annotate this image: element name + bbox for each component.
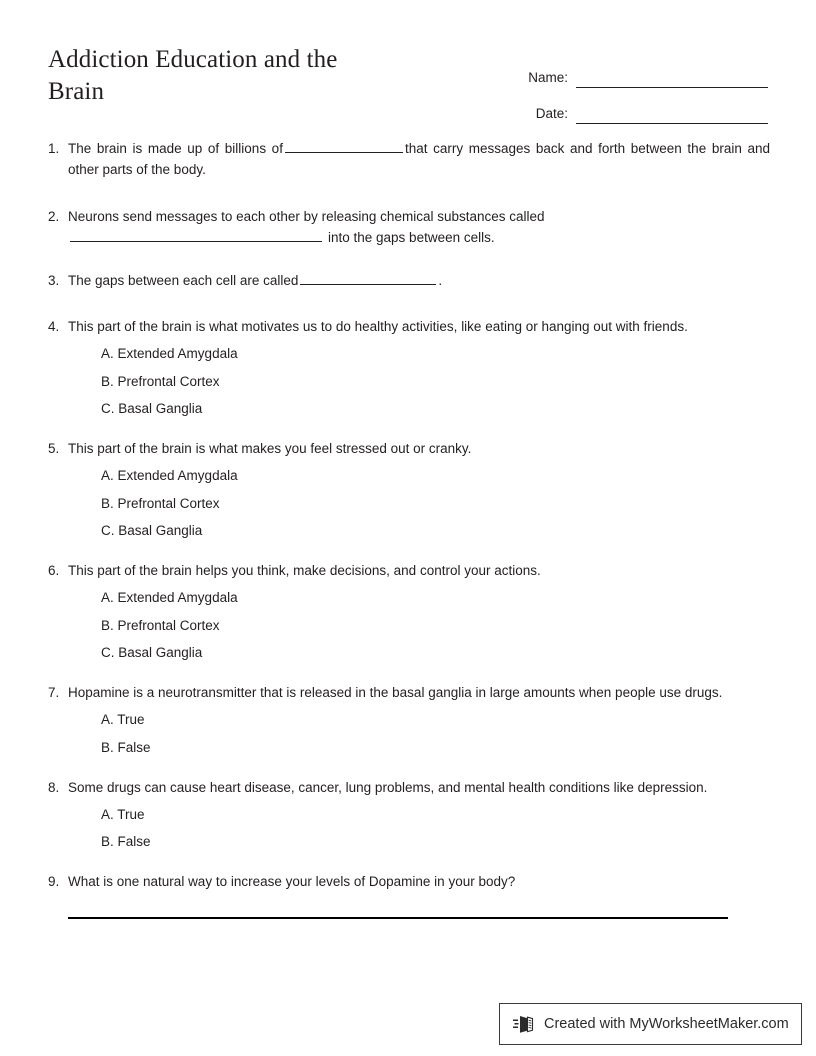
- answer-option[interactable]: B. False: [101, 739, 151, 755]
- question-item-6: [48, 560, 770, 663]
- worksheet-maker-badge[interactable]: [499, 1003, 802, 1045]
- question-number: 3.: [48, 273, 60, 288]
- question-text-before: Neurons send messages to each other by releasing chemical substances called: [68, 209, 545, 224]
- date-label: Date:: [535, 106, 568, 121]
- student-meta-fields: [476, 52, 768, 124]
- question-item-7: [48, 682, 770, 758]
- question-text: This part of the brain is what motivates us to do healthy activities, like eating or hanging out with friends.: [68, 319, 688, 334]
- answer-option[interactable]: C. Basal Ganglia: [101, 401, 203, 416]
- question-text: This part of the brain is what makes you feel stressed out or cranky.: [68, 441, 472, 456]
- answer-option[interactable]: B. Prefrontal Cortex: [101, 617, 220, 633]
- question-number: 5.: [48, 441, 60, 456]
- name-field-row: [476, 52, 768, 88]
- answer-option[interactable]: B. False: [101, 834, 151, 849]
- worksheet-maker-logo-icon: [512, 1012, 536, 1036]
- name-input-line[interactable]: [576, 70, 768, 88]
- date-input-line[interactable]: [576, 106, 768, 124]
- answer-option[interactable]: B. Prefrontal Cortex: [101, 373, 220, 389]
- question-item-9: [48, 871, 770, 892]
- free-response-answer-line[interactable]: [68, 916, 728, 919]
- fill-in-blank[interactable]: [285, 138, 403, 153]
- question-number: 9.: [48, 874, 60, 889]
- question-item-2: [48, 206, 770, 248]
- badge-label: Created with MyWorksheetMaker.com: [544, 1016, 789, 1032]
- question-item-8: [48, 777, 770, 853]
- fill-in-blank[interactable]: [70, 227, 322, 242]
- answer-option[interactable]: A. Extended Amygdala: [101, 590, 238, 605]
- name-label: Name:: [528, 70, 568, 85]
- question-text: This part of the brain helps you think, make decisions, and control your actions.: [68, 563, 541, 578]
- answer-options: [68, 465, 770, 541]
- question-number: 4.: [48, 319, 60, 334]
- worksheet-header: [48, 44, 768, 124]
- answer-option[interactable]: A. Extended Amygdala: [101, 468, 238, 483]
- question-text-before: The brain is made up of billions of: [68, 141, 283, 156]
- answer-options: [68, 587, 770, 663]
- question-text: Some drugs can cause heart disease, cancer, lung problems, and mental health conditions like depression.: [68, 779, 708, 795]
- question-number: 6.: [48, 563, 60, 578]
- question-text: Hopamine is a neurotransmitter that is released in the basal ganglia in large amounts when people use drugs.: [68, 685, 723, 700]
- question-text: What is one natural way to increase your levels of Dopamine in your body?: [68, 874, 516, 889]
- answer-options: [68, 343, 770, 419]
- question-item-1: [48, 138, 770, 180]
- answer-option[interactable]: C. Basal Ganglia: [101, 645, 203, 660]
- question-text-after: that carry messages back and forth between the brain and other parts of the body.: [68, 141, 770, 177]
- answer-option[interactable]: B. Prefrontal Cortex: [101, 495, 220, 511]
- date-field-row: [476, 88, 768, 124]
- answer-option[interactable]: A. Extended Amygdala: [101, 346, 238, 361]
- questions-list: [48, 138, 770, 919]
- answer-option[interactable]: A. True: [101, 806, 145, 822]
- question-item-4: [48, 316, 770, 419]
- question-text-after: .: [438, 273, 443, 288]
- question-number: 7.: [48, 685, 60, 700]
- answer-option[interactable]: A. True: [101, 712, 145, 727]
- question-number: 1.: [48, 141, 60, 156]
- question-text-after: into the gaps between cells.: [328, 230, 495, 245]
- question-number: 2.: [48, 209, 60, 224]
- answer-options: [68, 804, 770, 853]
- question-item-3: [48, 270, 770, 291]
- answer-options: [68, 709, 770, 758]
- question-text: [68, 138, 770, 180]
- question-item-5: [48, 438, 770, 541]
- question-text: [68, 206, 770, 248]
- answer-option[interactable]: C. Basal Ganglia: [101, 523, 203, 538]
- fill-in-blank[interactable]: [300, 270, 436, 285]
- page-title: Addiction Education and the Brain: [48, 46, 338, 105]
- question-text-before: The gaps between each cell are called: [68, 273, 299, 288]
- question-number: 8.: [48, 779, 60, 795]
- question-text: [68, 270, 770, 291]
